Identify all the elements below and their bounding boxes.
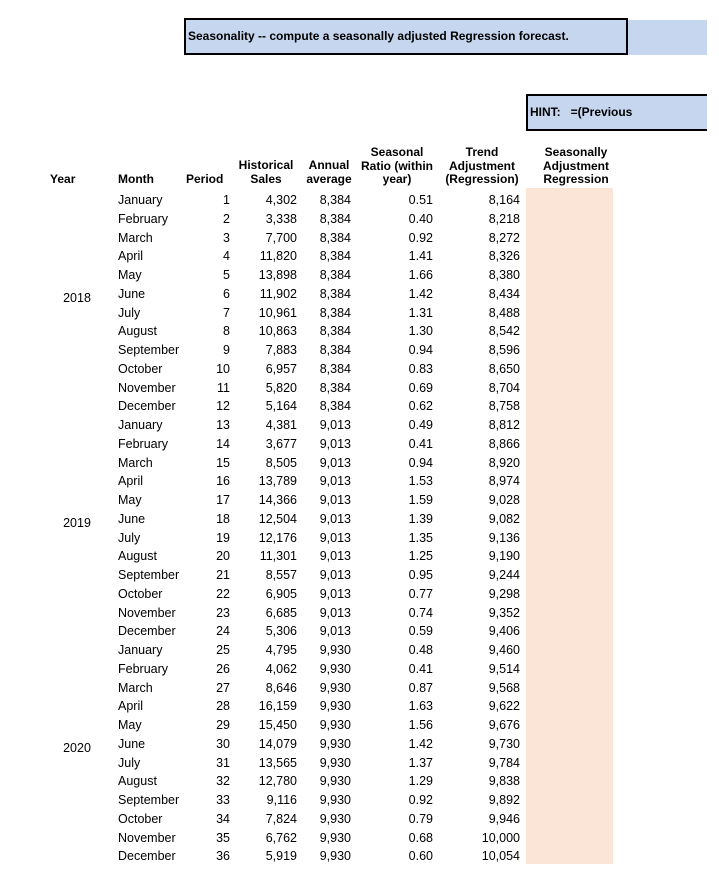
table-row <box>0 341 719 360</box>
month-cell[interactable]: January <box>118 418 163 432</box>
trend-adjustment-cell[interactable]: 9,730 <box>488 736 520 751</box>
trend-adjustment-cell[interactable]: 8,758 <box>488 399 520 414</box>
table-row <box>0 679 719 698</box>
trend-adjustment-cell[interactable]: 9,838 <box>488 774 520 789</box>
historical-sales-cell[interactable]: 12,176 <box>258 530 297 545</box>
historical-sales-cell[interactable]: 6,905 <box>265 586 297 601</box>
month-cell[interactable]: October <box>118 361 163 376</box>
trend-adjustment-cell[interactable]: 8,974 <box>488 474 520 489</box>
annual-average-cell[interactable]: 9,930 <box>319 680 351 695</box>
seasonal-ratio-cell[interactable]: 1.53 <box>408 474 433 489</box>
annual-average-cell[interactable]: 8,384 <box>319 399 351 414</box>
seasonal-ratio-cell[interactable]: 0.51 <box>408 193 433 207</box>
month-cell[interactable]: July <box>118 755 141 770</box>
table-row <box>0 547 719 566</box>
period-cell[interactable]: 27 <box>216 680 230 695</box>
trend-adjustment-cell[interactable]: 9,460 <box>488 643 520 657</box>
month-cell[interactable]: May <box>118 268 142 282</box>
seasonal-ratio-cell[interactable]: 1.56 <box>408 718 433 732</box>
table-row <box>0 360 719 379</box>
historical-sales-cell[interactable]: 12,504 <box>258 511 297 526</box>
seasonal-ratio-cell[interactable]: 1.63 <box>408 699 433 714</box>
annual-average-cell[interactable]: 9,930 <box>319 849 351 864</box>
period-cell[interactable]: 18 <box>216 511 230 526</box>
trend-adjustment-cell[interactable]: 9,892 <box>488 793 520 807</box>
table-row <box>0 285 719 304</box>
annual-average-cell[interactable]: 8,384 <box>319 286 351 301</box>
period-cell[interactable]: 35 <box>216 830 230 845</box>
month-cell[interactable]: February <box>118 436 169 451</box>
period-cell[interactable]: 8 <box>223 324 230 339</box>
year-label-2019: 2019 <box>63 516 91 530</box>
table-row <box>0 247 719 266</box>
historical-sales-cell[interactable]: 3,338 <box>265 211 297 226</box>
month-cell[interactable]: April <box>118 699 144 714</box>
annual-average-cell[interactable]: 8,384 <box>319 230 351 245</box>
month-cell[interactable]: May <box>118 718 142 732</box>
header-period: Period <box>186 172 224 186</box>
trend-adjustment-cell[interactable]: 9,568 <box>488 680 520 695</box>
trend-adjustment-cell[interactable]: 8,542 <box>488 324 520 339</box>
month-cell[interactable]: March <box>118 455 153 470</box>
trend-adjustment-cell[interactable]: 10,000 <box>481 830 520 845</box>
period-cell[interactable]: 4 <box>223 249 230 264</box>
annual-average-cell[interactable]: 9,930 <box>319 811 351 826</box>
table-row <box>0 847 719 866</box>
table-row <box>0 604 719 623</box>
seasonal-ratio-cell[interactable]: 0.87 <box>408 680 433 695</box>
seasonal-ratio-cell[interactable]: 1.42 <box>408 736 433 751</box>
table-row <box>0 829 719 848</box>
trend-adjustment-cell[interactable]: 9,298 <box>488 586 520 601</box>
period-cell[interactable]: 15 <box>216 455 230 470</box>
trend-adjustment-cell[interactable]: 9,082 <box>488 511 520 526</box>
trend-adjustment-cell[interactable]: 9,514 <box>488 661 520 676</box>
header-seasonal-ratio: Seasonal Ratio (within year) <box>361 145 433 186</box>
annual-average-cell[interactable]: 9,013 <box>319 624 351 639</box>
period-cell[interactable]: 24 <box>216 624 230 639</box>
month-cell[interactable]: December <box>118 399 176 414</box>
historical-sales-cell[interactable]: 4,795 <box>265 643 297 657</box>
seasonal-ratio-cell[interactable]: 1.42 <box>408 286 433 301</box>
trend-adjustment-cell[interactable]: 9,784 <box>488 755 520 770</box>
month-cell[interactable]: June <box>118 511 146 526</box>
historical-sales-cell[interactable]: 4,302 <box>265 193 297 207</box>
trend-adjustment-cell[interactable]: 8,650 <box>488 361 520 376</box>
header-month: Month <box>118 172 154 186</box>
table-row <box>0 416 719 435</box>
annual-average-cell[interactable]: 9,013 <box>319 549 351 564</box>
historical-sales-cell[interactable]: 9,116 <box>266 793 297 807</box>
month-cell[interactable]: December <box>118 624 176 639</box>
annual-average-cell[interactable]: 9,013 <box>319 605 351 620</box>
month-cell[interactable]: February <box>118 211 169 226</box>
trend-adjustment-cell[interactable]: 9,622 <box>488 699 520 714</box>
table-row <box>0 641 719 660</box>
annual-average-cell[interactable]: 9,930 <box>319 661 351 676</box>
period-cell[interactable]: 25 <box>216 643 230 657</box>
annual-average-cell[interactable]: 9,013 <box>319 568 351 582</box>
period-cell[interactable]: 19 <box>216 530 230 545</box>
historical-sales-cell[interactable]: 11,301 <box>259 549 297 564</box>
historical-sales-cell[interactable]: 6,685 <box>265 605 297 620</box>
period-cell[interactable]: 10 <box>216 361 230 376</box>
seasonal-ratio-cell[interactable]: 1.59 <box>408 493 433 507</box>
month-cell[interactable]: June <box>118 736 146 751</box>
historical-sales-cell[interactable]: 5,164 <box>265 399 297 414</box>
seasonal-ratio-cell[interactable]: 1.39 <box>408 511 433 526</box>
seasonal-ratio-cell[interactable]: 0.48 <box>408 643 433 657</box>
historical-sales-cell[interactable]: 4,381 <box>265 418 297 432</box>
historical-sales-cell[interactable]: 7,700 <box>265 230 297 245</box>
trend-adjustment-cell[interactable]: 8,272 <box>488 230 520 245</box>
month-cell[interactable]: July <box>118 530 141 545</box>
historical-sales-cell[interactable]: 5,919 <box>265 849 297 864</box>
year-label-2018: 2018 <box>63 291 91 305</box>
title-fill-extension <box>628 20 707 55</box>
header-seasonally-adjusted: Seasonally Adjustment Regression <box>543 145 609 186</box>
seasonal-ratio-cell[interactable]: 1.25 <box>408 549 433 564</box>
table-row <box>0 622 719 641</box>
table-row <box>0 660 719 679</box>
month-cell[interactable]: April <box>118 474 144 489</box>
month-cell[interactable]: July <box>118 305 141 320</box>
historical-sales-cell[interactable]: 12,780 <box>258 774 297 789</box>
period-cell[interactable]: 7 <box>223 305 230 320</box>
seasonal-ratio-cell[interactable]: 0.94 <box>408 343 433 357</box>
seasonal-ratio-cell[interactable]: 1.31 <box>408 305 433 320</box>
seasonal-ratio-cell[interactable]: 0.79 <box>408 811 433 826</box>
trend-adjustment-cell[interactable]: 9,676 <box>488 718 520 732</box>
trend-adjustment-cell[interactable]: 9,244 <box>488 568 520 582</box>
period-cell[interactable]: 11 <box>217 380 230 395</box>
trend-adjustment-cell[interactable]: 8,704 <box>488 380 520 395</box>
table-row <box>0 529 719 548</box>
historical-sales-cell[interactable]: 14,079 <box>258 736 297 751</box>
annual-average-cell[interactable]: 8,384 <box>319 361 351 376</box>
period-cell[interactable]: 16 <box>216 474 230 489</box>
month-cell[interactable]: June <box>118 286 146 301</box>
period-cell[interactable]: 2 <box>223 211 230 226</box>
table-row <box>0 585 719 604</box>
seasonal-ratio-cell[interactable]: 0.62 <box>408 399 433 414</box>
historical-sales-cell[interactable]: 16,159 <box>258 699 297 714</box>
historical-sales-cell[interactable]: 8,646 <box>265 680 297 695</box>
annual-average-cell[interactable]: 9,013 <box>319 530 351 545</box>
month-cell[interactable]: October <box>118 586 163 601</box>
historical-sales-cell[interactable]: 7,824 <box>265 811 297 826</box>
seasonal-ratio-cell[interactable]: 0.83 <box>408 361 433 376</box>
period-cell[interactable]: 3 <box>223 230 230 245</box>
historical-sales-cell[interactable]: 10,863 <box>258 324 297 339</box>
period-cell[interactable]: 34 <box>216 811 230 826</box>
month-cell[interactable]: February <box>118 661 169 676</box>
annual-average-cell[interactable]: 9,930 <box>319 736 351 751</box>
seasonal-ratio-cell[interactable]: 1.41 <box>408 249 433 264</box>
period-cell[interactable]: 28 <box>216 699 230 714</box>
seasonal-ratio-cell[interactable]: 0.69 <box>408 380 433 395</box>
instruction-title: Seasonality -- compute a seasonally adjusted Regression forecast. <box>184 18 628 55</box>
seasonal-ratio-cell[interactable]: 0.49 <box>408 418 433 432</box>
header-trend-adjustment: Trend Adjustment (Regression) <box>445 145 519 186</box>
trend-adjustment-cell[interactable]: 8,920 <box>488 455 520 470</box>
seasonal-ratio-cell[interactable]: 0.68 <box>408 830 433 845</box>
historical-sales-cell[interactable]: 8,557 <box>265 568 297 582</box>
annual-average-cell[interactable]: 9,013 <box>319 418 351 432</box>
table-row <box>0 491 719 510</box>
trend-adjustment-cell[interactable]: 8,812 <box>488 418 520 432</box>
historical-sales-cell[interactable]: 7,883 <box>265 343 297 357</box>
month-cell[interactable]: September <box>118 343 180 357</box>
trend-adjustment-cell[interactable]: 8,596 <box>488 343 520 357</box>
seasonal-ratio-cell[interactable]: 1.37 <box>408 755 433 770</box>
trend-adjustment-cell[interactable]: 8,866 <box>488 436 520 451</box>
historical-sales-cell[interactable]: 5,306 <box>265 624 297 639</box>
period-cell[interactable]: 6 <box>223 286 230 301</box>
annual-average-cell[interactable]: 9,013 <box>319 586 351 601</box>
period-cell[interactable]: 5 <box>223 268 230 282</box>
month-cell[interactable]: September <box>118 568 180 582</box>
period-cell[interactable]: 13 <box>216 418 230 432</box>
annual-average-cell[interactable]: 8,384 <box>319 193 351 207</box>
period-cell[interactable]: 12 <box>216 399 230 414</box>
annual-average-cell[interactable]: 9,013 <box>319 474 351 489</box>
trend-adjustment-cell[interactable]: 9,190 <box>488 549 520 564</box>
trend-adjustment-cell[interactable]: 8,218 <box>488 211 520 226</box>
historical-sales-cell[interactable]: 11,902 <box>259 286 297 301</box>
period-cell[interactable]: 26 <box>216 661 230 676</box>
annual-average-cell[interactable]: 8,384 <box>319 380 351 395</box>
header-year: Year <box>50 172 76 186</box>
month-cell[interactable]: March <box>118 680 153 695</box>
seasonal-ratio-cell[interactable]: 1.30 <box>408 324 433 339</box>
table-row <box>0 266 719 285</box>
table-row <box>0 229 719 248</box>
annual-average-cell[interactable]: 9,013 <box>319 455 351 470</box>
seasonal-ratio-cell[interactable]: 1.66 <box>408 268 433 282</box>
seasonal-ratio-cell[interactable]: 0.92 <box>408 793 433 807</box>
table-row <box>0 191 719 210</box>
annual-average-cell[interactable]: 8,384 <box>319 249 351 264</box>
historical-sales-cell[interactable]: 5,820 <box>265 380 297 395</box>
month-cell[interactable]: April <box>118 249 144 264</box>
trend-adjustment-cell[interactable]: 9,946 <box>488 811 520 826</box>
month-cell[interactable]: November <box>118 830 176 845</box>
month-cell[interactable]: August <box>118 324 157 339</box>
annual-average-cell[interactable]: 8,384 <box>319 268 351 282</box>
trend-adjustment-cell[interactable]: 8,380 <box>488 268 520 282</box>
period-cell[interactable]: 31 <box>216 755 230 770</box>
historical-sales-cell[interactable]: 13,565 <box>258 755 297 770</box>
seasonal-ratio-cell[interactable]: 0.40 <box>408 211 433 226</box>
table-row <box>0 735 719 754</box>
table-row <box>0 304 719 323</box>
table-row <box>0 435 719 454</box>
historical-sales-cell[interactable]: 6,762 <box>265 830 297 845</box>
month-cell[interactable]: November <box>118 380 176 395</box>
trend-adjustment-cell[interactable]: 8,488 <box>488 305 520 320</box>
trend-adjustment-cell[interactable]: 10,054 <box>481 849 520 864</box>
historical-sales-cell[interactable]: 13,898 <box>258 268 297 282</box>
historical-sales-cell[interactable]: 3,677 <box>265 436 297 451</box>
seasonal-ratio-cell[interactable]: 0.95 <box>408 568 433 582</box>
seasonal-ratio-cell[interactable]: 0.77 <box>408 586 433 601</box>
period-cell[interactable]: 36 <box>216 849 230 864</box>
month-cell[interactable]: January <box>118 643 163 657</box>
annual-average-cell[interactable]: 8,384 <box>319 343 351 357</box>
table-row <box>0 210 719 229</box>
seasonal-ratio-cell[interactable]: 0.41 <box>408 661 433 676</box>
trend-adjustment-cell[interactable]: 9,406 <box>488 624 520 639</box>
annual-average-cell[interactable]: 9,930 <box>319 774 351 789</box>
period-cell[interactable]: 33 <box>216 793 230 807</box>
historical-sales-cell[interactable]: 11,820 <box>259 249 297 264</box>
historical-sales-cell[interactable]: 14,366 <box>258 493 297 507</box>
annual-average-cell[interactable]: 9,930 <box>319 699 351 714</box>
month-cell[interactable]: August <box>118 549 157 564</box>
table-row <box>0 322 719 341</box>
month-cell[interactable]: August <box>118 774 157 789</box>
table-row <box>0 397 719 416</box>
trend-adjustment-cell[interactable]: 8,326 <box>488 249 520 264</box>
month-cell[interactable]: September <box>118 793 180 807</box>
annual-average-cell[interactable]: 8,384 <box>319 324 351 339</box>
table-row <box>0 791 719 810</box>
seasonal-ratio-cell[interactable]: 0.74 <box>408 605 433 620</box>
table-row <box>0 697 719 716</box>
period-cell[interactable]: 14 <box>216 436 230 451</box>
month-cell[interactable]: October <box>118 811 163 826</box>
period-cell[interactable]: 29 <box>216 718 230 732</box>
historical-sales-cell[interactable]: 10,961 <box>258 305 297 320</box>
annual-average-cell[interactable]: 9,930 <box>319 755 351 770</box>
table-row <box>0 472 719 491</box>
annual-average-cell[interactable]: 9,930 <box>319 830 351 845</box>
trend-adjustment-cell[interactable]: 9,352 <box>488 605 520 620</box>
table-row <box>0 754 719 773</box>
annual-average-cell[interactable]: 8,384 <box>319 305 351 320</box>
table-row <box>0 772 719 791</box>
hint-box: HINT: =(Previous <box>526 94 707 131</box>
annual-average-cell[interactable]: 9,930 <box>319 643 351 657</box>
historical-sales-cell[interactable]: 15,450 <box>258 718 297 732</box>
trend-adjustment-cell[interactable]: 8,164 <box>488 193 520 207</box>
seasonal-ratio-cell[interactable]: 0.94 <box>408 455 433 470</box>
annual-average-cell[interactable]: 9,013 <box>319 436 351 451</box>
historical-sales-cell[interactable]: 6,957 <box>265 361 297 376</box>
table-row <box>0 810 719 829</box>
period-cell[interactable]: 21 <box>216 568 230 582</box>
table-row <box>0 716 719 735</box>
seasonal-ratio-cell[interactable]: 0.41 <box>408 436 433 451</box>
annual-average-cell[interactable]: 8,384 <box>319 211 351 226</box>
period-cell[interactable]: 30 <box>216 736 230 751</box>
trend-adjustment-cell[interactable]: 9,136 <box>488 530 520 545</box>
seasonal-ratio-cell[interactable]: 0.59 <box>408 624 433 639</box>
seasonal-ratio-cell[interactable]: 1.29 <box>408 774 433 789</box>
historical-sales-cell[interactable]: 4,062 <box>265 661 297 676</box>
annual-average-cell[interactable]: 9,930 <box>319 718 351 732</box>
month-cell[interactable]: December <box>118 849 176 864</box>
period-cell[interactable]: 9 <box>223 343 230 357</box>
header-historical-sales: Historical Sales <box>238 158 294 186</box>
table-row <box>0 379 719 398</box>
seasonal-ratio-cell[interactable]: 0.60 <box>408 849 433 864</box>
historical-sales-cell[interactable]: 8,505 <box>265 455 297 470</box>
period-cell[interactable]: 32 <box>216 774 230 789</box>
period-cell[interactable]: 17 <box>216 493 230 507</box>
year-label-2020: 2020 <box>63 741 91 755</box>
seasonal-ratio-cell[interactable]: 0.92 <box>408 230 433 245</box>
period-cell[interactable]: 20 <box>216 549 230 564</box>
month-cell[interactable]: January <box>118 193 163 207</box>
historical-sales-cell[interactable]: 13,789 <box>258 474 297 489</box>
month-cell[interactable]: November <box>118 605 176 620</box>
table-row <box>0 510 719 529</box>
header-annual-average: Annual average <box>306 158 352 186</box>
seasonal-ratio-cell[interactable]: 1.35 <box>408 530 433 545</box>
table-row <box>0 454 719 473</box>
table-row <box>0 566 719 585</box>
period-cell[interactable]: 22 <box>216 586 230 601</box>
annual-average-cell[interactable]: 9,930 <box>319 793 351 807</box>
month-cell[interactable]: May <box>118 493 142 507</box>
trend-adjustment-cell[interactable]: 8,434 <box>488 286 520 301</box>
period-cell[interactable]: 1 <box>223 193 230 207</box>
annual-average-cell[interactable]: 9,013 <box>319 493 351 507</box>
trend-adjustment-cell[interactable]: 9,028 <box>488 493 520 507</box>
annual-average-cell[interactable]: 9,013 <box>319 511 351 526</box>
month-cell[interactable]: March <box>118 230 153 245</box>
period-cell[interactable]: 23 <box>216 605 230 620</box>
